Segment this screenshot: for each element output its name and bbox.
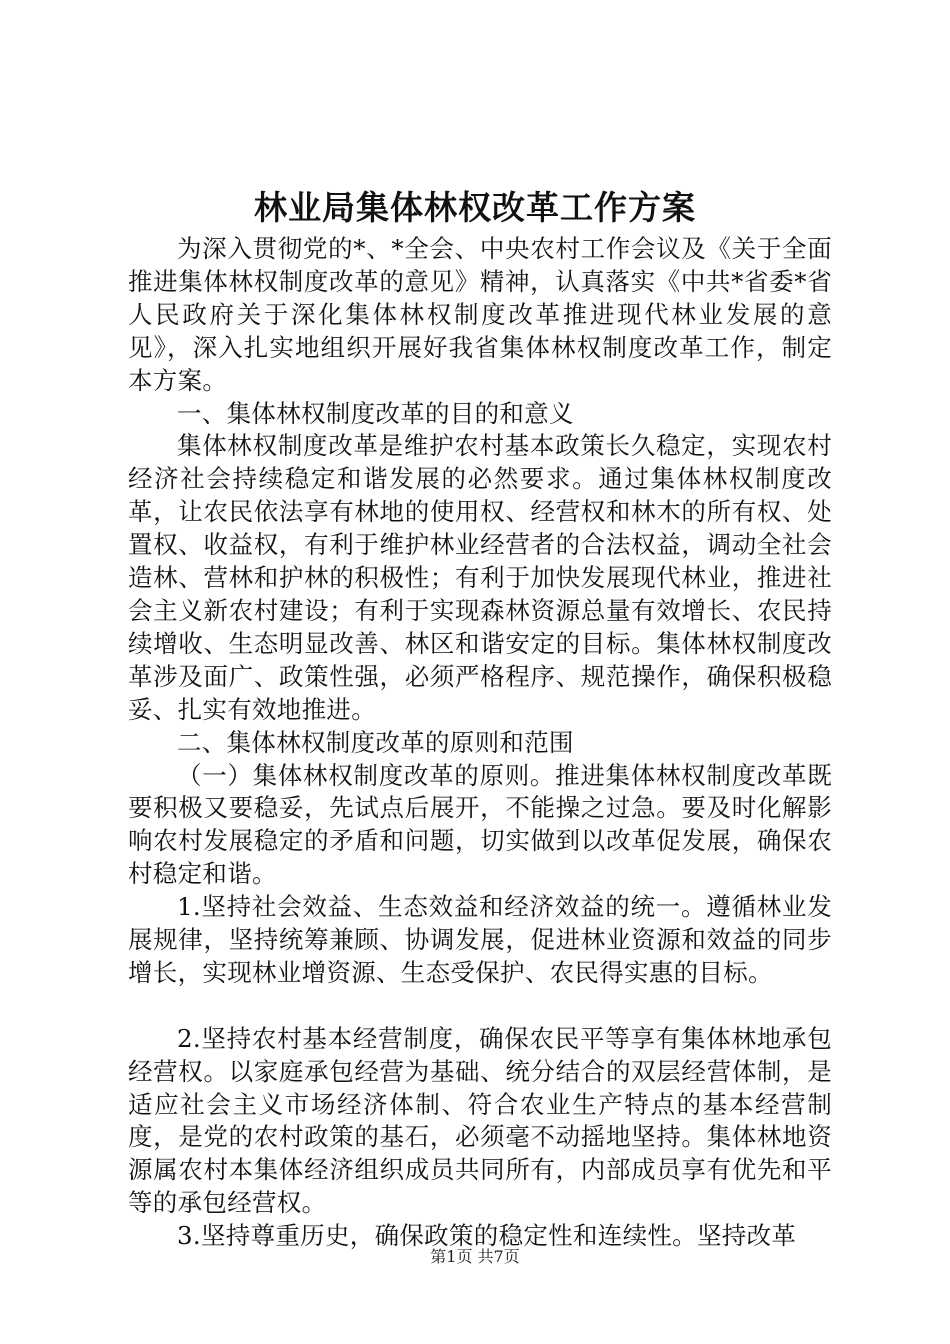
body-paragraph: 集体林权制度改革是维护农村基本政策长久稳定，实现农村经济社会持续稳定和谐发展的必然要求。通过集体林权制度改革，让农民依法享有林地的使用权、经营权和林木的所有权、处置权、收益权，有利于维护林业经营者的合法权益，调动全社会造林、营林和护林的积极性；有利于加快发展现代林业，推进社会主义新农村建设；有利于实现森林资源总量有效增长、农民持续增收、生态明显改善、林区和谐安定的目标。集体林权制度改革涉及面广、政策性强，必须严格程序、规范操作，确保积极稳妥、扎实有效地推进。 bbox=[128, 431, 832, 724]
blank-line bbox=[128, 990, 832, 1023]
document-title: 林业局集体林权改革工作方案 bbox=[254, 188, 696, 227]
document-body bbox=[128, 233, 832, 1253]
numbered-paragraph-1: 1.坚持社会效益、生态效益和经济效益的统一。遵循林业发展规律，坚持统筹兼顾、协调发展，促进林业资源和效益的同步增长，实现林业增资源、生态受保护、农民得实惠的目标。 bbox=[128, 892, 832, 987]
intro-paragraph: 为深入贯彻党的*、*全会、中央农村工作会议及《关于全面推进集体林权制度改革的意见》精神，认真落实《中共*省委*省人民政府关于深化集体林权制度改革推进现代林业发展的意见》，深入扎实地组织开展好我省集体林权制度改革工作，制定本方案。 bbox=[128, 234, 832, 395]
numbered-paragraph-2: 2.坚持农村基本经营制度，确保农民平等享有集体林地承包经营权。以家庭承包经营为基础、统分结合的双层经营体制，是适应社会主义市场经济体制、符合农业生产特点的基本经营制度，是党的农村政策的基石，必须毫不动摇地坚持。集体林地资源属农村本集体经济组织成员共同所有，内部成员享有优先和平等的承包经营权。 bbox=[128, 1023, 832, 1218]
subsection-paragraph: （一）集体林权制度改革的原则。推进集体林权制度改革既要积极又要稳妥，先试点后展开，不能操之过急。要及时化解影响农村发展稳定的矛盾和问题，切实做到以改革促发展，确保农村稳定和谐。 bbox=[128, 760, 832, 889]
section-heading-1: 一、集体林权制度改革的目的和意义 bbox=[177, 398, 574, 428]
page-number-footer: 第1页 共7页 bbox=[430, 1247, 520, 1266]
numbered-paragraph-3: 3.坚持尊重历史，确保政策的稳定性和连续性。坚持改革 bbox=[177, 1221, 797, 1251]
section-heading-2: 二、集体林权制度改革的原则和范围 bbox=[177, 727, 574, 757]
